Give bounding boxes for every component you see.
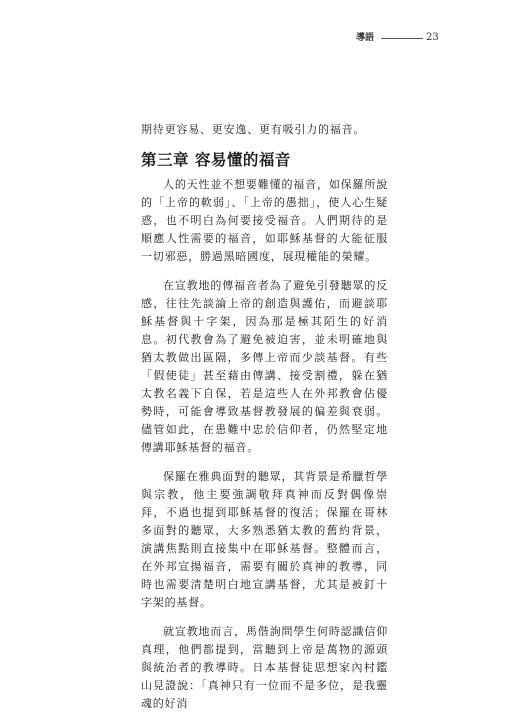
body-text — [141, 176, 388, 713]
chapter-title: 第三章 容易懂的福音 — [141, 150, 291, 169]
intro-block — [141, 121, 388, 139]
paragraph: 人的天性並不想要難懂的福音，如保羅所說的「上帝的軟弱」、「上帝的愚拙」，使人心生疑惑，也不明白為何要接受福音。人們期待的是順應人性需要的福音，如耶穌基督的大能征服一切邪惡，勝過黑暗國度，展現權能的榮耀。 — [141, 178, 388, 263]
header-rule — [381, 38, 423, 39]
intro-line: 期待更容易、更安逸、更有吸引力的福音。 — [141, 123, 366, 136]
paragraph: 保羅在雅典面對的聽眾，其背景是希臘哲學與宗教，他主要強調敬拜真神而反對偶像崇拜，不過也提到耶穌基督的復活；保羅在哥林多面對的聽眾，大多熟悉猶太教的舊約背景，演講焦點則直接集中在耶穌基督。整體而言，在外邦宣揚福音，需要有關於真神的教導，同時也需要清楚明白地宣講基督，尤其是被釘十字架的基督。 — [141, 470, 388, 609]
page-number: 23 — [426, 32, 439, 43]
paragraph: 在宣教地的傳福音者為了避免引發聽眾的反感，往往先談論上帝的創造與護佑，而避談耶穌基督與十字架，因為那是極其陌生的好消息。初代教會為了避免被迫害，並未明確地與猶太教做出區隔，多傳上帝而少談基督。有些「假使徒」甚至藉由傳講、接受割禮，躲在猶太教名義下自保，若是這些人在外邦教會佔優勢時，可能會導致基督教發展的偏差與衰弱。儘管如此，在患難中忠於信仰者，仍然堅定地傳講耶穌基督的福音。 — [141, 279, 388, 454]
page-header — [356, 31, 488, 45]
paragraph: 就宣教地而言，馬偕詢問學生何時認識信仰真理，他們都提到，當聽到上帝是萬物的源頭與統治者的教導時。日本基督徒思想家內村鑑山見證說：「真神只有一位而不是多位，是我靈魂的好消 — [141, 625, 388, 710]
running-header-title: 導語 — [356, 33, 375, 43]
